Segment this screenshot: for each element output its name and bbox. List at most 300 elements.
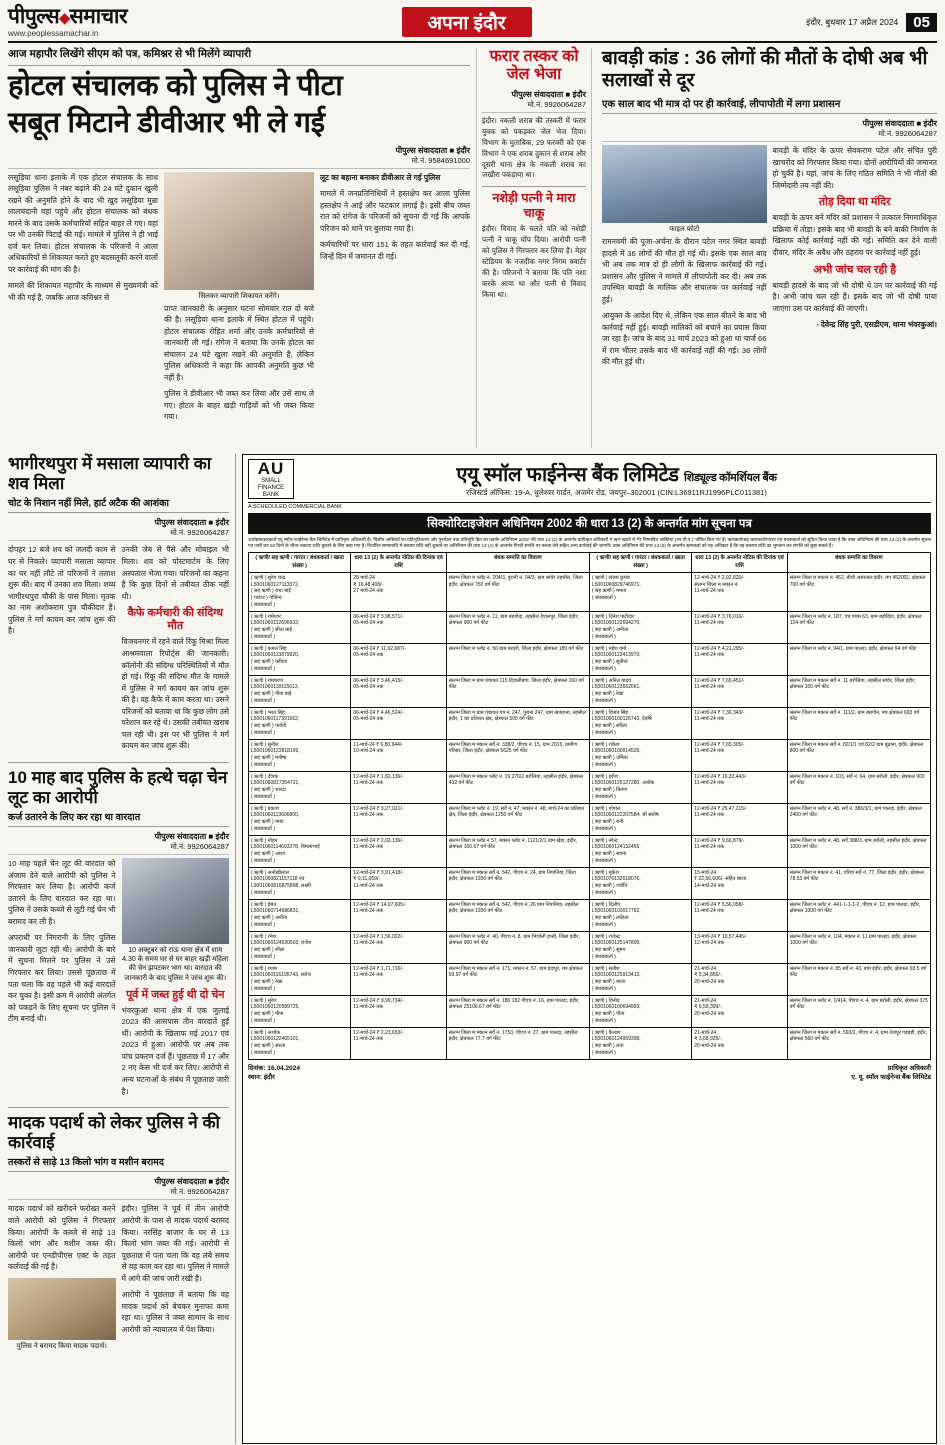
story-chain-snatch <box>8 768 229 1102</box>
cell-line: संलग्न जिला म मकान सर्वे नं. 180 182 पीएच नं. 16, ग्राम पालदा, इंदौर, क्षेत्रफल 25106.67 वर्ग फीट <box>448 997 580 1011</box>
cell-line: ( सह ऋणी ) अनीता <box>591 627 629 634</box>
cell-line: L5001060829746971, <box>591 581 641 588</box>
publication-logo <box>8 6 127 27</box>
cell-line: 12-मार्च-24 ₹ 14,97,605/- <box>353 901 407 908</box>
cell-line: ( ऋणी ) हेमंत <box>251 901 277 908</box>
bp-byline-mobile: मो.नं. 9926064287 <box>170 528 229 538</box>
ad-signatory-title: प्राधिकृत अधिकारी <box>887 1064 931 1072</box>
cell-line: ( सह ऋणी ) शारदा <box>251 787 286 794</box>
cell-line: ( सह ऋणी ) अनीता <box>251 915 288 922</box>
ad-logo-tagline: A SCHEDULED COMMERCIAL BANK <box>248 504 342 510</box>
table-cell-2 <box>351 771 446 803</box>
masthead <box>8 6 937 43</box>
cell-line: 11-मार्च-24 तक <box>353 908 383 915</box>
logo-au-text: AU <box>257 458 285 478</box>
cell-line: ( बंधककर्ता ) <box>591 1049 616 1056</box>
lead-para-2: मामले की शिकायत महापौर के माध्यम से मुख्यमंत्री को भी की गई है, जबकि आज कमिश्नर से <box>8 281 158 302</box>
byline-location: इंदौर <box>456 145 470 155</box>
cell-line: ( बंधककर्ता ) <box>251 921 275 928</box>
cell-line: 20-मार्च-24 तक <box>694 1011 725 1018</box>
mid-byline <box>482 89 586 113</box>
cell-line: संलग्न जिला म मकान सर्वे नं. 171, मकान नं. 57, ग्राम इंदापुर, मप क्षेत्रफल 59.97 वर्ग फीट <box>448 965 583 979</box>
cell-line: L5001060103017762, <box>591 908 641 915</box>
bhagirathpura-byline <box>8 517 229 541</box>
cell-line: ( बंधककर्ता ) <box>591 729 616 736</box>
mid-byline-org: पीपुल्स संवाददाता <box>511 89 564 99</box>
ad-footer <box>248 1064 931 1082</box>
table-cell-3 <box>446 899 589 931</box>
lead-photo-hand <box>164 172 314 290</box>
table-cell-1 <box>249 867 351 899</box>
cell-line: L5001060122207584, श्री संतोष <box>591 812 659 819</box>
cell-line: संलग्न जिला म प्लॉट नं. 48, सर्वे नं. 386/3/1, ग्राम पालदा, इंदौर, क्षेत्रफल 2400 वर्ग फीट <box>789 805 922 819</box>
table-row <box>249 867 931 899</box>
drug-col-1 <box>8 1203 116 1352</box>
cell-line: ₹ 16,48,408/- <box>353 581 384 588</box>
cell-line: 06-मार्च-24 ₹ 4,46,524/- <box>353 709 404 716</box>
ad-registered-office: रजिस्टर्ड ऑफिस: 19-A, धुलेश्वर गार्डन, अजमेर रोड, जयपुर–302001 (CIN:L36911RJ1996PLC011381) <box>466 488 767 497</box>
ad-header <box>248 459 931 503</box>
cell-line: ( सह ऋणी ) कविता <box>251 659 288 666</box>
cell-line: ( ऋणी ) हरीश <box>591 773 619 780</box>
cell-line: 11-मार्च-24 तक <box>353 940 383 947</box>
chain-photo <box>122 858 230 944</box>
cell-line: ( बंधककर्ता ) <box>251 1049 275 1056</box>
story-drugs <box>8 1113 229 1353</box>
cell-line: ( बंधककर्ता ) <box>251 857 275 864</box>
table-cell-6 <box>787 572 930 611</box>
cell-line: 10-मार्च-24 तक <box>353 748 384 755</box>
mid-byline-location: इंदौर <box>572 89 586 99</box>
table-cell-2 <box>351 963 446 995</box>
cell-line: 21-मार्च-24 <box>694 965 717 972</box>
chain-headline: 10 माह बाद पुलिस के हत्थे चढ़ा चेन लूट का आरोपी <box>8 767 228 807</box>
ad-date-label: दिनांक: <box>248 1064 266 1072</box>
table-cell-3 <box>446 707 589 739</box>
right-byline-location: इंदौर <box>923 119 937 129</box>
lead-subhead: लूट का बहाना बनाकर डीवीआर ले गई पुलिस <box>320 172 441 182</box>
cell-line: 21-मार्च-24 <box>694 997 717 1004</box>
cell-line: ( ऋणी ) रमेश <box>251 933 277 940</box>
table-cell-5 <box>692 707 787 739</box>
cell-line: 12-मार्च-24 ₹ 2,02,136/- <box>353 837 404 844</box>
table-cell-3 <box>446 611 589 643</box>
cell-line: ( बंधककर्ता ) <box>251 697 275 704</box>
cell-line: ( ऋणी ) अनिल यादव <box>591 677 631 684</box>
cell-line: 11-मार्च-24 तक <box>694 812 724 819</box>
table-cell-3 <box>446 572 589 611</box>
cell-line: ( बंधककर्ता ) <box>591 633 616 640</box>
cell-line: संलग्न जिला म प्लॉट नं. 441-1-1-1-2, पीएच नं. 12, ग्राम पालदा, इंदौर, क्षेत्रफल 1000 वर्ग फीट <box>789 901 921 915</box>
bp-byline-sep: ■ <box>208 518 216 528</box>
bp-subhead: कैफे कर्मचारी की संदिग्ध मौत <box>127 607 224 633</box>
table-cell-6 <box>787 867 930 899</box>
masthead-right <box>806 13 937 32</box>
right-signature: - देवेन्द्र सिंह पुरी, एसडीएम, थाना भंवरकुआं। <box>816 320 937 330</box>
table-cell-5 <box>692 803 787 835</box>
cell-line: संलग्न जिला म प्लॉट नं. 1/414, पीएच नं. 4, ग्राम बरोली, इंदौर, क्षेत्रफल 375 वर्ग फीट <box>789 997 928 1011</box>
byline-sep: ■ <box>449 145 457 155</box>
logo-diamond-icon: ◆ <box>59 9 70 26</box>
table-cell-4 <box>589 572 691 611</box>
table-cell-4 <box>589 771 691 803</box>
drug-deck: तस्करों से साढ़े 13 किलो भांग व मशीन बरामद <box>8 1155 229 1172</box>
cell-line: ( ऋणी ) सतीश <box>591 965 620 972</box>
chain-byline-location: इंदौर <box>215 832 229 842</box>
cell-line: 11-मार्च-24 तक <box>353 812 383 819</box>
table-row <box>249 739 931 771</box>
cell-line: L5001060113606800, <box>251 812 300 819</box>
table-cell-3 <box>446 931 589 963</box>
cell-line: 11-मार्च-24 ₹ 6,80,944/- <box>353 741 403 748</box>
cell-line: संलग्न जिला म प्लॉट नं. 204/3, पुरानी नं. 04/3, ग्राम सांवेर तहसील, जिला इंदौर, क्षेत्रफल 750 वर्ग फीट <box>448 574 583 588</box>
cell-line: ( सह ऋणी ) सुनीता <box>591 659 628 666</box>
chain-para-3: भंवरकुआं थाना क्षेत्र में एक जुलाई 2023 की आसपास तीन वारदातें हुईं थीं। आरोपी के खिलाफ मई 2017 एवं 2023 में हुआ। आरोपी पर अब तक पांच प्रकरण दर्ज हैं। पूछताछ में 17 और 2 नए केस भी दर्ज कर लिए। आरोपी से अन्य घटनाओं के संबंध में पूछताछ जारी है। <box>121 1005 229 1096</box>
cell-line: 11-मार्च-24 तक <box>353 780 383 787</box>
cell-line: 11-मार्च-24 तक <box>694 780 724 787</box>
table-cell-2 <box>351 611 446 643</box>
table-cell-3 <box>446 963 589 995</box>
cell-line: ( बंधककर्ता ) <box>591 793 616 800</box>
right-para-5: बावड़ी हादसे के बाद जो भी दोषी थे उन पर कार्रवाई की गई है। अभी जांच चल रही है। इसके बाद जो भी दोषी पाया जाएगा उस पर कार्रवाई की जाएगी। <box>772 280 937 313</box>
cell-line: 11-मार्च-24 तक <box>694 588 724 595</box>
logo-main: पीपुल्स <box>8 5 60 28</box>
cell-line: L5001060118115613, <box>251 684 299 691</box>
cell-line: 06-मार्च-24 ₹ 3,98,571/- <box>353 613 404 620</box>
cell-line: ( सह ऋणी ) सीता बाई <box>251 627 292 634</box>
ad-title-block <box>302 460 931 498</box>
cell-line: ( ऋणी ) विनोद <box>591 997 620 1004</box>
cell-line: L5001060114693278, विमलाभाई <box>251 844 320 851</box>
lead-col-3 <box>320 172 470 428</box>
bhagirathpura-body <box>8 544 229 756</box>
table-cell-1 <box>249 739 351 771</box>
drug-byline <box>8 1176 229 1200</box>
notice-table-head <box>249 553 931 573</box>
cell-line: L9001060100914526, <box>591 748 641 755</box>
cell-line: 12-मार्च-24 ₹ 3,76,016/- <box>694 613 745 620</box>
table-cell-5 <box>692 835 787 867</box>
cell-line: ( बंधककर्ता ) <box>251 825 275 832</box>
cell-line: ( बंधककर्ता ) <box>591 921 616 928</box>
cell-line: संलग्न जिला म मकान सर्वे नं. 111/2, ग्राम खरगोन, मप क्षेत्रफल 693 वर्ग फीट <box>789 709 920 723</box>
cell-line: ( सह ऋणी ) उर्मिला <box>591 755 628 762</box>
ad-legal-text: अधोहस्ताक्षरकर्ता एयू स्मॉल फाईनेन्स बैंक लिमिटेड में प्राधिकृत अधिकारी है। 'वित्तीय आस्तियों का प्रतिभूतिकरण और पुनर्गठन तथा प्रतिभूति हित का प्रवर्तन अधिनियम 2002' की धारा 13 (2) के अन्तर्गत प्राधिकृत अधिकारी ने ऋण खातों में 'गैर निष्पादित आस्तियां (एन.पी.ए.)' घोषित किए गए हैं। ऋणकर्ता/सह ऋणकर्ता/गारंटर एवं बंधककर्ता को सूचित किया जाता है कि उक्त अधिनियम की धारा 13 (2) के अन्तर्गत सूचना पत्र जारी कर 60 दिनों के भीतर बकाया राशि चुकाने के लिए कहा गया है। निर्धारित समयावधि में बकाया राशि नहीं चुकाने पर अधिनियम की धारा 13 (4) के अन्तर्गत गिरवी संपत्ति पर कब्जा लेने सहित अन्य कार्रवाई की जाएगी। उक्त अधिनियम की धारा 13 (8) के अन्तर्गत ऋणकर्ता को यह अधिकार है कि वह बकाया राशि का भुगतान कर संपत्ति को छुड़ा सकते हैं। <box>248 537 931 549</box>
cell-line: ( सह ऋणी ) सरिता <box>591 723 627 730</box>
cell-line: 12-मार्च-24 ₹ 3,91,418/- <box>353 869 404 876</box>
cell-line: ( बंधककर्ता ) <box>591 857 616 864</box>
cell-line: 12-मार्च-24 ₹ 1,82,136/- <box>353 773 404 780</box>
table-cell-1 <box>249 611 351 643</box>
drug-para-3: आरोपी ने पूछताछ में बताया कि वह मादक पदार्थ को बेचकर मुनाफा कमा रहा था। पुलिस ने जब्त सामान के साथ आरोपी को न्यायालय में पेश किया। <box>121 1290 229 1334</box>
bhagirathpura-headline: भागीरथपुरा में मसाला व्यापारी का शव मिला <box>8 454 212 493</box>
th-borrower-2: ( ऋणी/ सह ऋणी / गारंटर / बंधककर्ता / खाता संख्या ) <box>589 553 691 573</box>
table-cell-4 <box>589 643 691 675</box>
logo-finance-text: FINANCE BANK <box>257 485 285 498</box>
au-bank-logo-icon <box>248 459 294 499</box>
cell-line: ( ऋणी ) सुरेश चन्द्र <box>251 574 286 581</box>
drug-byline-sep: ■ <box>208 1177 216 1187</box>
cell-line: ( बंधककर्ता ) <box>251 633 275 640</box>
table-cell-2 <box>351 931 446 963</box>
cell-line: संलग्न जिला म प्लॉट नं. 11, ग्राम बड़गोंदा, तहसील देपालपुर, जिला इंदौर, क्षेत्रफल 900 वर्ग फीट <box>448 613 579 627</box>
table-cell-3 <box>446 867 589 899</box>
cell-line: L5001060124132456, <box>591 844 641 851</box>
cell-line: 12-मार्च-24 ₹ 7,65,451/- <box>694 677 745 684</box>
left-story-stack <box>8 454 236 1444</box>
mid-byline-sep: ■ <box>565 89 573 99</box>
table-cell-3 <box>446 803 589 835</box>
cell-line: ( सह ऋणी ) सुमन <box>591 947 626 954</box>
cell-line: संलग्न जिला म मकान सर्वे नं. 593/2, पीएच नं. 4, ग्राम तेजपुर गड़बड़ी, इंदौर, क्षेत्रफल 560 वर्ग फीट <box>789 1029 928 1043</box>
table-row <box>249 963 931 995</box>
bp-byline-location: इंदौर <box>215 518 229 528</box>
edition-badge: अपना इंदौर <box>402 7 532 37</box>
right-body <box>602 145 937 373</box>
table-cell-5 <box>692 643 787 675</box>
chain-deck: कर्ज उतारने के लिए कर रहा था वारदात <box>8 810 229 827</box>
cell-line: ₹ 6,59,399/- <box>694 1004 722 1011</box>
cell-line: ( सह ऋणी ) ममता <box>591 588 627 595</box>
cell-line: संलग्न जिला म मकान नं. 41, एरिया सर्वे नं. 77, जिला इंदौर, इंदौर, क्षेत्रफल 78.53 वर्ग फीट <box>789 869 924 883</box>
cell-line: ( ऋणी ) प्रकाश <box>251 805 280 812</box>
notice-table-body <box>249 572 931 1059</box>
table-cell-1 <box>249 963 351 995</box>
chain-byline-sep: ■ <box>208 832 216 842</box>
ad-place-label: स्थान: <box>248 1073 263 1081</box>
cell-line: ( ऋणी ) राजेन्द्र <box>591 933 620 940</box>
table-cell-3 <box>446 835 589 867</box>
chain-byline <box>8 831 229 855</box>
table-cell-2 <box>351 899 446 931</box>
table-cell-5 <box>692 995 787 1027</box>
lead-body <box>8 172 470 428</box>
cell-line: L5001060123652661, <box>591 684 641 691</box>
masthead-left <box>8 6 127 38</box>
table-cell-6 <box>787 611 930 643</box>
table-cell-1 <box>249 707 351 739</box>
cell-line: ₹ 5,34,856/- <box>694 972 722 979</box>
table-cell-4 <box>589 707 691 739</box>
cell-line: ( सह ऋणी ) शीला <box>251 947 285 954</box>
cell-line: 12-मार्च-24 ₹ 16,33,443/- <box>694 773 748 780</box>
chain-byline-org: पीपुल्स संवाददाता <box>154 832 207 842</box>
table-row <box>249 675 931 707</box>
bank-advertisement <box>242 454 937 1444</box>
cell-line: L9001060816875898, लक्ष्मी <box>251 883 311 890</box>
th-notice-1: धारा 13 (2) के अन्तर्गत नोटिस की दिनांक एवं राशि <box>351 553 446 573</box>
cell-line: संलग्न जिला म मकान सर्वे नं. 11 बरोलिया, तहसील सांवेर, जिला इंदौर, क्षेत्रफल 100 वर्ग फीट <box>789 677 916 691</box>
cell-line: ( सह ऋणी ) ललिता <box>591 915 629 922</box>
cell-line: 11-मार्च-24 तक <box>353 1036 383 1043</box>
cell-line: L5001060125913413, <box>591 972 641 979</box>
cell-line: ( ऋणी ) कैलाश <box>591 1029 621 1036</box>
ad-date-value: 16.04.2024 <box>267 1064 300 1072</box>
logo-sub: समाचार <box>69 5 128 28</box>
table-cell-6 <box>787 803 930 835</box>
cell-line: L5001060122694270, <box>591 620 641 627</box>
right-byline <box>602 118 937 142</box>
right-subhead-1: तोड़ दिया था मंदिर <box>818 196 891 209</box>
table-cell-2 <box>351 835 446 867</box>
cell-line: 06-मार्च-24 ₹ 11,92,687/- <box>353 645 406 652</box>
table-cell-5 <box>692 771 787 803</box>
cell-line: ( बंधककर्ता ) <box>591 1017 616 1024</box>
table-cell-2 <box>351 867 446 899</box>
cell-line: ( ऋणी ) मुकेश <box>591 869 619 876</box>
ad-footer-right <box>851 1064 931 1082</box>
mid-para-2: इंदौर। विवाद के चलते पति को नशेड़ी पत्नी ने चाकू घोंप दिया। आरोपी पत्नी को पुलिस ने गिरफ्तार कर लिया है। मेहर स्टेडियम के नजदीक नगर निगम क्वार्टर की है। परिजनों ने बताया कि पति नशा करके आया था और पत्नी से विवाद किया था। <box>482 224 586 299</box>
table-cell-4 <box>589 899 691 931</box>
table-cell-5 <box>692 931 787 963</box>
table-cell-1 <box>249 643 351 675</box>
cell-line: ( सह ऋणी ) रानी <box>591 819 624 826</box>
table-cell-3 <box>446 995 589 1027</box>
table-row <box>249 771 931 803</box>
table-cell-6 <box>787 1027 930 1059</box>
right-byline-sep: ■ <box>916 119 924 129</box>
table-cell-6 <box>787 835 930 867</box>
cell-line: ( ऋणी ) अशोक <box>251 1029 281 1036</box>
cell-line: 12-मार्च-24 ₹ 2,92,820/- <box>694 574 745 581</box>
table-cell-4 <box>589 835 691 867</box>
cell-line: 06-मार्च-24 ₹ 3,46,415/- <box>353 677 404 684</box>
chain-body <box>8 858 229 1102</box>
cell-line: 05-मार्च-24 तक <box>353 684 384 691</box>
cell-line: ( बंधककर्ता ) <box>591 697 616 704</box>
cell-line: संलग्न जिला म ग्राम पंचायत पत्र नं. 247, पुराना 247, ग्राम खजराना, तहसील इंदौर, 1 का प्रतिशत क्षेत्र, क्षेत्रफल 500 वर्ग फीट <box>448 709 586 723</box>
lead-headline-line2: सबूत मिटाने डीवीआर भी ले गई <box>8 107 325 140</box>
cell-line: L5001060120589725, <box>251 1004 300 1011</box>
lead-para-4: पुलिस ने डीवीआर भी जब्त कर लिया और उसे साथ ले गए। होटल के बाहर खड़ी गाड़ियों को भी जब्त किया गया। <box>164 389 314 422</box>
cell-line: ( ऋणी ) गोपाल <box>591 805 621 812</box>
cell-line: संलग्न जिला म मकान नं. <box>694 581 739 588</box>
table-cell-5 <box>692 611 787 643</box>
cell-line: ( सह ऋणी ) रेखा <box>251 979 283 986</box>
table-cell-6 <box>787 931 930 963</box>
cell-line: ( बंधककर्ता ) <box>251 761 275 768</box>
cell-line: 11-मार्च-24 तक <box>353 883 383 890</box>
right-headline: बावड़ी कांड : 36 लोगों की मौतों के दोषी अब भी सलाखों से दूर <box>602 48 928 92</box>
cell-line: ( ऋणी ) अनोखीलाल <box>251 869 290 876</box>
cell-line: 12-मार्च-24 ₹ 3,27,021/- <box>353 805 404 812</box>
table-cell-6 <box>787 771 930 803</box>
cell-line: 11-मार्च-24 तक <box>353 972 383 979</box>
cell-line: संलग्न जिला म प्लॉट नं. 94/1, ग्राम पालदा, इंदौर, क्षेत्रफल 94 वर्ग फीट <box>789 645 917 652</box>
cell-line: 20-मार्च-24 तक <box>694 1043 725 1050</box>
cell-line: ( बंधककर्ता ) <box>591 985 616 992</box>
lead-para-3: प्राप्त जानकारी के अनुसार घटना सोमवार रात दो बजे की है। लसूड़िया थाना इलाके में स्थित होटल में पहुंचे। होटल संचालक रोहित शर्मा और उनके कर्मचारियों से जानकारी ली गई। रांगेज ने बताया कि उनके होटल का संचालन 24 घंटे खुला रखने की अनुमति है, लेकिन पुलिस अधिकारी ने कहा कि आपकी अनुमति कुछ भी नहीं है। <box>164 303 314 382</box>
table-row <box>249 707 931 739</box>
cell-line: L5001060124530503, राजेश <box>251 940 312 947</box>
ad-place-value: इंदौर <box>263 1073 275 1081</box>
cell-line: संलग्न जिला म मकान नं. 103, सर्वे नं. 64, ग्राम बरोली, इंदौर, क्षेत्रफल 900 वर्ग फीट <box>789 773 925 787</box>
bp-para-1: दोपहर 12 बजे शव को जलदी काम से घर से निकले। व्यापारी मसाला व्यापार का घर नहीं लौटे तो परिजनों ने तलाश शुरू की। बाद में उनका शव मिला। शव्य भागीरथपुरा चौकी के पास मिला। मृतक का नाम अशोकराम पुत्र चौकीदार है। पुलिस ने मर्ग कायम कर जांच शुरू की है। <box>8 545 116 636</box>
drug-para-2: इंदौर। पुलिस ने पूर्व में तीन आरोपी आरोपी के पास से मादक पदार्थ बरामद किया। नरसिंह बाजार के घर से 13 किलो भांग जब्त की गई। आरोपी से पूछताछ में पता चला कि वह लंबे समय से यह काम कर रहा था। पुलिस ने मामले में आगे की जांच जारी रखी है। <box>121 1204 230 1283</box>
notice-table <box>248 552 931 1059</box>
table-cell-6 <box>787 707 930 739</box>
bhagirathpura-deck: चोट के निशान नहीं मिले, हार्ट अटैक की आशंका <box>8 496 229 513</box>
cell-line: संलग्न जिला म मकान सर्वे नं. 338/2, पीएच नं. 15, ग्राम 2015, ग्रामीण परिसर, जिला इंदौर, क्षेत्रफल 5625 वर्ग फीट <box>448 741 578 755</box>
cell-line: L5001060125147899, <box>591 940 641 947</box>
drug-byline-org: पीपुल्स संवाददाता <box>154 1177 207 1187</box>
cell-line: ( बंधककर्ता ) <box>591 825 616 832</box>
cell-line: ( ऋणी ) रामेश्वर <box>251 613 281 620</box>
table-row <box>249 611 931 643</box>
lead-story <box>8 48 470 448</box>
cell-line: संलग्न जिला म मकान नं. 85 सर्वे नं. 43, ग्राम इंदौर, इंदौर, क्षेत्रफल 93.5 वर्ग फीट <box>789 965 927 979</box>
cell-line: L5001070132018076, <box>591 876 641 883</box>
lead-headline-line1: होटल संचालक को पुलिस ने पीटा <box>8 69 343 102</box>
right-para-3: बावड़ी के मंदिर के ऊपर सेवकराम पटेल और संचित पुरी खाचरोद को गिरफ्तार किया गया। दोनों आरोपियों की जमानत हो चुकी है। यहां, जांच के लिए गठित समिति ने भी मौतों की जिम्मेदारी तय नहीं की। <box>772 146 937 190</box>
table-cell-5 <box>692 963 787 995</box>
table-row <box>249 572 931 611</box>
cell-line: 15-मार्च-24 <box>694 869 717 876</box>
cell-line: ( ऋणी ) श्याम <box>251 965 277 972</box>
cell-line: ( ऋणी ) संजय कुमार <box>591 574 631 581</box>
cell-line: ₹ 22,66,606/- सहित ब्याज <box>694 876 747 883</box>
right-byline-org: पीपुल्स संवाददाता <box>862 119 915 129</box>
mid-subheadline: नशेड़ी पत्नी ने मारा चाकू <box>482 186 586 220</box>
table-cell-2 <box>351 707 446 739</box>
cell-line: 12-मार्च-24 ₹ 7,36,343/- <box>694 709 745 716</box>
table-row <box>249 643 931 675</box>
divider-1 <box>8 762 229 763</box>
right-story <box>598 48 937 448</box>
lead-col-2 <box>164 172 314 428</box>
chain-col-2 <box>122 858 230 1102</box>
right-para-4: बावड़ी के ऊपर बने मंदिर को प्रशासन ने तत्काल निगमाधिकृत प्रक्रिया में तोड़ा। इसके बाद भी बावड़ी के बने बाकी निर्माण के खिलाफ कोई कार्रवाई नहीं की गई। समिति कर देने वाली दीवार, मंदिर के अवैध और ठहराव पर कार्रवाई नहीं हुई। <box>772 213 937 257</box>
cell-line: 12-मार्च-24 ₹ 1,71,716/- <box>353 965 404 972</box>
cell-line: ( बंधककर्ता ) <box>251 665 275 672</box>
bp-byline-org: पीपुल्स संवाददाता <box>154 518 207 528</box>
cell-line: 05-मार्च-24 तक <box>353 716 384 723</box>
drug-byline-mobile: मो.नं. 9926064287 <box>170 1187 229 1197</box>
table-cell-4 <box>589 739 691 771</box>
cell-line: ( सह ऋणी ) किरण <box>591 787 627 794</box>
cell-line: संलग्न जिला म प्लॉट नं. 40, पीएच नं. 8, ग्राम भिचोली हप्सी, जिला इंदौर, क्षेत्रफल 900 वर्ग फीट <box>448 933 580 947</box>
publication-url: www.peoplessamachar.in <box>8 29 99 38</box>
cell-line: ( सह ऋणी ) लता <box>591 1043 624 1050</box>
cell-line: ( सह ऋणी ) सपना <box>591 851 627 858</box>
cell-line: L5001060123818199, <box>251 748 300 755</box>
cell-line: संलग्न जिला म मकान सर्वे नं. 82/1/1 एवं 82/2 ग्राम बुढाना, इंदौर, क्षेत्रफल 800 वर्ग फीट <box>789 741 924 755</box>
cell-line: ( ऋणी ) विजय सिंह <box>591 709 629 716</box>
table-cell-2 <box>351 1027 446 1059</box>
chain-col-1 <box>8 858 116 1102</box>
cell-line: ( बंधककर्ता ) <box>251 1017 275 1024</box>
chain-photo-caption: 10 अक्टूबर को राऊ थाना क्षेत्र में शाम 4.30 के समय घर से घर बाहर खड़ी महिला की चेन झपटकर भाग था। वारदात की जानकारी के बाद पुलिस ने जांच शुरू की। <box>122 947 229 982</box>
lead-col-1 <box>8 172 158 428</box>
right-subhead-2: अभी जांच चल रही है <box>813 263 897 276</box>
cell-line: ( बंधककर्ता ) <box>591 953 616 960</box>
table-cell-1 <box>249 572 351 611</box>
cell-line: 11-मार्च-24 तक <box>694 844 724 851</box>
table-cell-3 <box>446 771 589 803</box>
cell-line: संलग्न जिला म मकान सर्वे नं. 542, पीएच नं. 24, ग्राम निपानिया, जिला इंदौर, क्षेत्रफल 1200 वर्ग फीट <box>448 869 576 883</box>
table-cell-6 <box>787 995 930 1027</box>
cell-line: 12-मार्च-24 ₹ 7,65,305/- <box>694 741 745 748</box>
cell-line: 20-मार्च-24 तक <box>694 979 725 986</box>
cell-line: 05-मार्च-24 तक <box>353 652 384 659</box>
cell-line: 12-मार्च-24 ₹ 9,99,734/- <box>353 997 404 1004</box>
mid-para-1: इंदौर। नकली शराब की तस्करी में फरार युवक को पकड़कर जेल भेज दिया। विभाग के मुताबिक, 29 फरवरी को एक विभाग ने एक शराब दुकान से शराब और दूसरी थाना क्षेत्र के नकली शराब का जखीरा पकड़ाया था। <box>482 115 586 180</box>
cell-line: ( बंधककर्ता ) <box>591 665 616 672</box>
cell-line: ( सह ऋणी ) माला <box>591 979 626 986</box>
cell-line: L5001060116195743, सरोज <box>251 972 312 979</box>
cell-line: L9001060821157118 एवं <box>251 876 305 883</box>
ad-title-subtext: शिड्यूल्ड कॉमर्शियल बैंक <box>683 472 777 484</box>
